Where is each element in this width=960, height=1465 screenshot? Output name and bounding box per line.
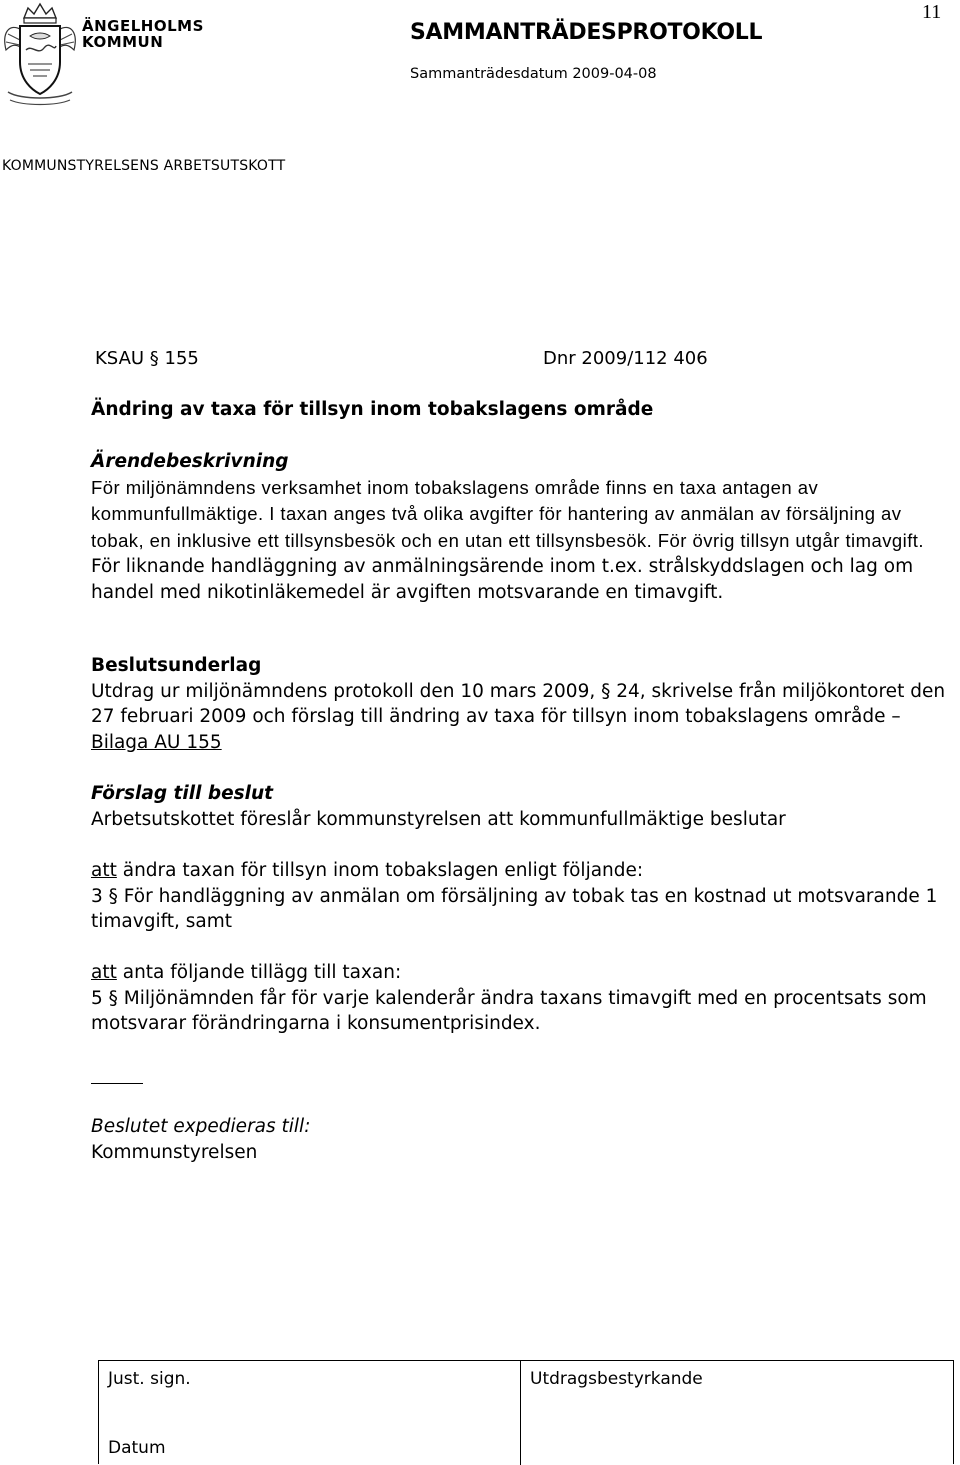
diary-number: Dnr 2009/112 406 (543, 348, 708, 369)
matter-body (91, 397, 951, 423)
signature-label: Just. sign. (108, 1369, 191, 1389)
document-title: SAMMANTRÄDESPROTOKOLL (410, 20, 763, 45)
certification-label: Utdragsbestyrkande (530, 1369, 703, 1389)
signature-cell (99, 1361, 521, 1465)
basis-heading: Beslutsunderlag (91, 655, 262, 676)
clause-1-att: att (91, 860, 117, 881)
clause-1-detail: 3 § För handläggning av anmälan om försäljning av tobak tas en kostnad ut motsvarande 1 timavgift, samt (91, 885, 938, 933)
proposal-clause-1 (91, 858, 951, 935)
proposal-clause-2 (91, 960, 951, 1037)
proposal-text: Arbetsutskottet föreslår kommunstyrelsen att kommunfullmäktige beslutar (91, 808, 786, 830)
municipality-name-line1: ÄNGELHOLMS (82, 17, 204, 35)
description-section (91, 449, 951, 606)
clause-2-att: att (91, 962, 117, 983)
clause-2-detail: 5 § Miljönämnden får för varje kalenderår ändra taxans timavgift med en procentsats som motsvarar förändringarna i konsumentprisindex. (91, 987, 927, 1035)
clause-1-text: ändra taxan för tillsyn inom tobakslagen enligt följande: (116, 860, 644, 881)
distribution-recipient: Kommunstyrelsen (91, 1141, 258, 1163)
clause-1-line (91, 858, 951, 884)
description-text-part1: För miljönämndens verksamhet inom tobakslagens område finns en taxa antagen av kommunfullmäktige. I taxan anges två olika avgifter för hantering av anmälan av försäljning av tobak, en inklusive ett tillsynsbesök och en utan ett tillsynsbesök. För övrig tillsyn utgår timavgift. (91, 476, 924, 551)
clause-2-text: anta följande tillägg till taxan: (116, 962, 402, 983)
basis-text-body: Utdrag ur miljönämndens protokoll den 10 mars 2009, § 24, skrivelse från miljökontoret den 27 februari 2009 och förslag till ändring av taxa för tillsyn inom tobakslagens område – (91, 680, 946, 728)
certification-cell (521, 1361, 953, 1465)
proposal-section (91, 781, 951, 832)
description-text-part2: För liknande handläggning av anmälningsärende inom t.ex. strålskyddslagen och lag om handel med nikotinläkemedel är avgiften motsvarande en timavgift. (91, 556, 914, 603)
basis-section (91, 653, 951, 755)
clause-2-line (91, 960, 951, 986)
proposal-heading: Förslag till beslut (91, 783, 274, 804)
section-divider (91, 1083, 143, 1084)
distribution-heading: Beslutet expedieras till: (91, 1116, 311, 1137)
date-label: Datum (108, 1438, 166, 1458)
municipality-name-line2: KOMMUN (82, 33, 164, 51)
basis-text (91, 679, 951, 756)
meeting-date: Sammanträdesdatum 2009-04-08 (410, 66, 657, 82)
page-number: 11 (922, 1, 942, 23)
committee-name: KOMMUNSTYRELSENS ARBETSUTSKOTT (2, 158, 286, 174)
municipality-logo (0, 0, 204, 112)
coat-of-arms-icon (0, 0, 80, 112)
attachment-link[interactable]: Bilaga AU 155 (91, 731, 222, 753)
signature-table (98, 1360, 954, 1464)
description-text (91, 475, 951, 606)
matter-title: Ändring av taxa för tillsyn inom tobakslagens område (91, 399, 654, 420)
distribution-section (91, 1114, 951, 1165)
paragraph-reference: KSAU § 155 (95, 348, 199, 369)
description-heading: Ärendebeskrivning (91, 451, 289, 472)
